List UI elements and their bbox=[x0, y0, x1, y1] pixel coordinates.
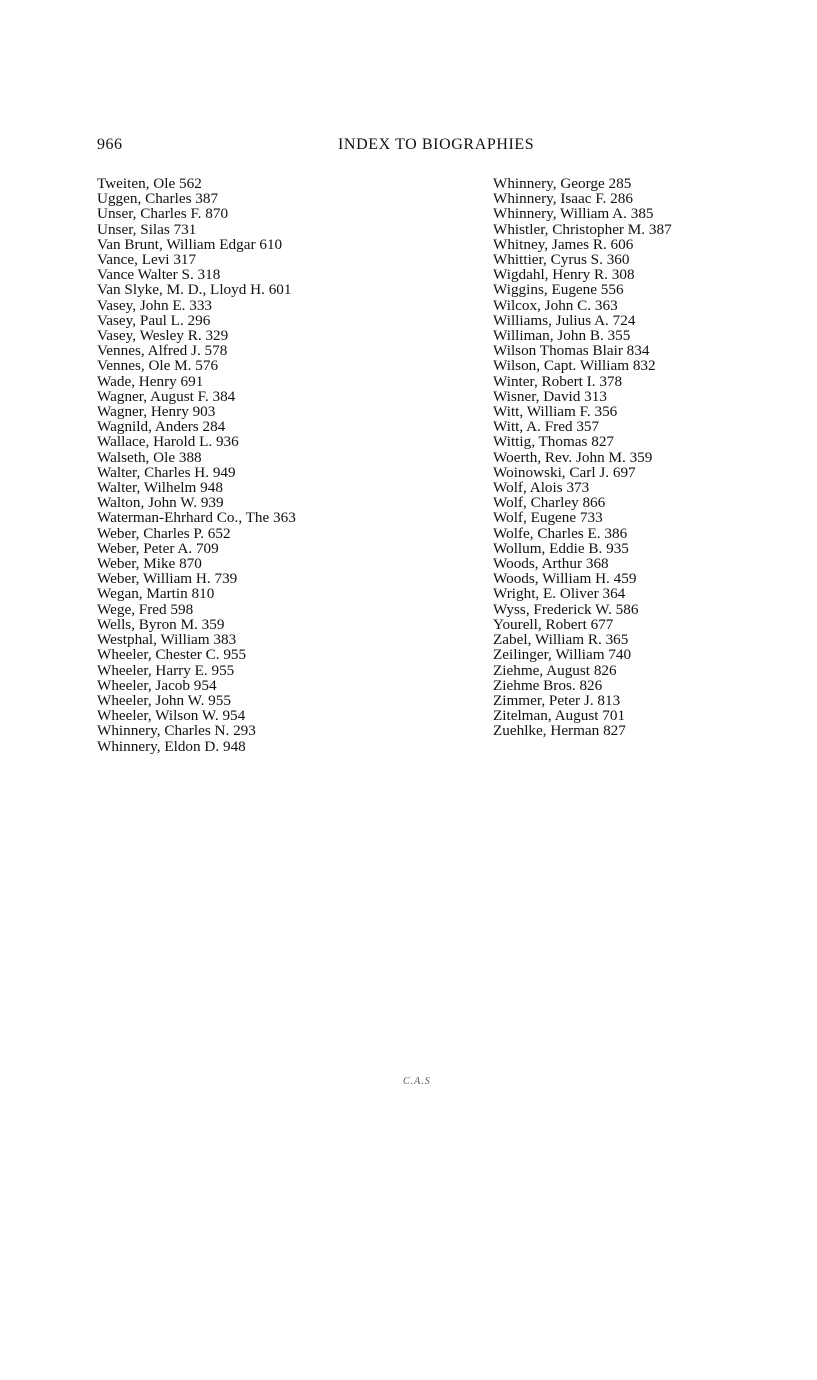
index-entry: Zimmer, Peter J. 813 bbox=[493, 691, 621, 709]
index-column-left bbox=[97, 176, 296, 754]
index-entry: Ziehme Bros. 826 bbox=[493, 676, 603, 694]
index-entry: Wolfe, Charles E. 386 bbox=[493, 524, 628, 542]
index-entry: Williman, John B. 355 bbox=[493, 327, 631, 345]
index-entry: Walseth, Ole 388 bbox=[97, 448, 202, 466]
index-entry: Wolf, Alois 373 bbox=[493, 479, 590, 497]
index-entry: Whinnery, Isaac F. 286 bbox=[493, 190, 633, 208]
index-entry: Zeilinger, William 740 bbox=[493, 646, 632, 664]
index-entry: Vennes, Ole M. 576 bbox=[97, 357, 219, 375]
index-entry: Vasey, Wesley R. 329 bbox=[97, 327, 229, 345]
index-entry: Whinnery, William A. 385 bbox=[493, 205, 654, 223]
index-entry: Zuehlke, Herman 827 bbox=[493, 722, 626, 740]
index-entry: Wigdahl, Henry R. 308 bbox=[493, 266, 635, 284]
index-entry: Van Slyke, M. D., Lloyd H. 601 bbox=[97, 281, 292, 299]
index-entry: Whistler, Christopher M. 387 bbox=[493, 220, 672, 238]
index-entry: Wilson Thomas Blair 834 bbox=[493, 342, 650, 360]
index-entry: Wagner, Henry 903 bbox=[97, 403, 216, 421]
index-entry: Woods, William H. 459 bbox=[493, 570, 637, 588]
page-header bbox=[97, 136, 817, 158]
index-entry: Westphal, William 383 bbox=[97, 631, 237, 649]
index-entry: Wolf, Eugene 733 bbox=[493, 509, 603, 527]
index-entry: Zabel, William R. 365 bbox=[493, 631, 629, 649]
index-entry: Vasey, John E. 333 bbox=[97, 296, 213, 314]
index-entry: Whinnery, George 285 bbox=[493, 175, 632, 192]
index-entry: Wade, Henry 691 bbox=[97, 372, 204, 390]
index-entry: Wyss, Frederick W. 586 bbox=[493, 600, 639, 618]
index-entry: Witt, William F. 356 bbox=[493, 403, 618, 421]
index-entry: Vennes, Alfred J. 578 bbox=[97, 342, 228, 360]
index-entry: Wagner, August F. 384 bbox=[97, 387, 236, 405]
index-entry: Wilcox, John C. 363 bbox=[493, 296, 618, 314]
index-entry: Vance, Levi 317 bbox=[97, 251, 197, 269]
index-entry: Weber, Peter A. 709 bbox=[97, 539, 219, 557]
page-number: 966 bbox=[97, 136, 123, 153]
index-entry: Zitelman, August 701 bbox=[493, 707, 626, 725]
running-title: INDEX TO BIOGRAPHIES bbox=[338, 136, 535, 153]
index-entry: Wright, E. Oliver 364 bbox=[493, 585, 626, 603]
index-entry: Tweiten, Ole 562 bbox=[97, 175, 202, 192]
index-entry: Williams, Julius A. 724 bbox=[493, 311, 636, 329]
index-entry: Weber, Charles P. 652 bbox=[97, 524, 231, 542]
index-entry: Whinnery, Eldon D. 948 bbox=[97, 737, 246, 755]
index-column-right bbox=[493, 176, 672, 739]
index-entry: Wheeler, Harry E. 955 bbox=[97, 661, 235, 679]
index-entry: Wege, Fred 598 bbox=[97, 600, 194, 618]
index-entry: Uggen, Charles 387 bbox=[97, 190, 219, 208]
index-entry: Weber, William H. 739 bbox=[97, 570, 238, 588]
index-entry: Weber, Mike 870 bbox=[97, 555, 202, 573]
index-entry: Winter, Robert I. 378 bbox=[493, 372, 623, 390]
index-entry: Vasey, Paul L. 296 bbox=[97, 311, 211, 329]
index-entry: Ziehme, August 826 bbox=[493, 661, 617, 679]
index-entry: Waterman-Ehrhard Co., The 363 bbox=[97, 509, 296, 527]
index-entry: Woerth, Rev. John M. 359 bbox=[493, 448, 653, 466]
index-entry: Yourell, Robert 677 bbox=[493, 615, 614, 633]
index-entry: Witt, A. Fred 357 bbox=[493, 418, 600, 436]
index-entry: Wells, Byron M. 359 bbox=[97, 615, 225, 633]
index-entry: Wagnild, Anders 284 bbox=[97, 418, 226, 436]
index-entry: Wegan, Martin 810 bbox=[97, 585, 215, 603]
index-entry: Wiggins, Eugene 556 bbox=[493, 281, 624, 299]
index-entry: Woods, Arthur 368 bbox=[493, 555, 609, 573]
index-entry: Walter, Wilhelm 948 bbox=[97, 479, 223, 497]
index-entry: Whittier, Cyrus S. 360 bbox=[493, 251, 630, 269]
index-entry: Van Brunt, William Edgar 610 bbox=[97, 235, 283, 253]
index-entry: Wheeler, Wilson W. 954 bbox=[97, 707, 246, 725]
index-entry: Unser, Charles F. 870 bbox=[97, 205, 229, 223]
index-entry: Woinowski, Carl J. 697 bbox=[493, 463, 636, 481]
index-entry: Wilson, Capt. William 832 bbox=[493, 357, 656, 375]
index-entry: Wisner, David 313 bbox=[493, 387, 607, 405]
index-entry: Whinnery, Charles N. 293 bbox=[97, 722, 256, 740]
index-entry: Wallace, Harold L. 936 bbox=[97, 433, 239, 451]
index-entry: Wheeler, John W. 955 bbox=[97, 691, 231, 709]
index-entry: Wheeler, Chester C. 955 bbox=[97, 646, 247, 664]
footer-mark: C.A.S bbox=[403, 1076, 431, 1087]
index-entry: Whitney, James R. 606 bbox=[493, 235, 634, 253]
index-entry: Walton, John W. 939 bbox=[97, 494, 224, 512]
index-entry: Wolf, Charley 866 bbox=[493, 494, 606, 512]
index-entry: Wollum, Eddie B. 935 bbox=[493, 539, 629, 557]
index-entry: Unser, Silas 731 bbox=[97, 220, 197, 238]
index-entry: Wheeler, Jacob 954 bbox=[97, 676, 217, 694]
index-entry: Vance Walter S. 318 bbox=[97, 266, 221, 284]
index-entry: Walter, Charles H. 949 bbox=[97, 463, 236, 481]
index-entry: Wittig, Thomas 827 bbox=[493, 433, 615, 451]
